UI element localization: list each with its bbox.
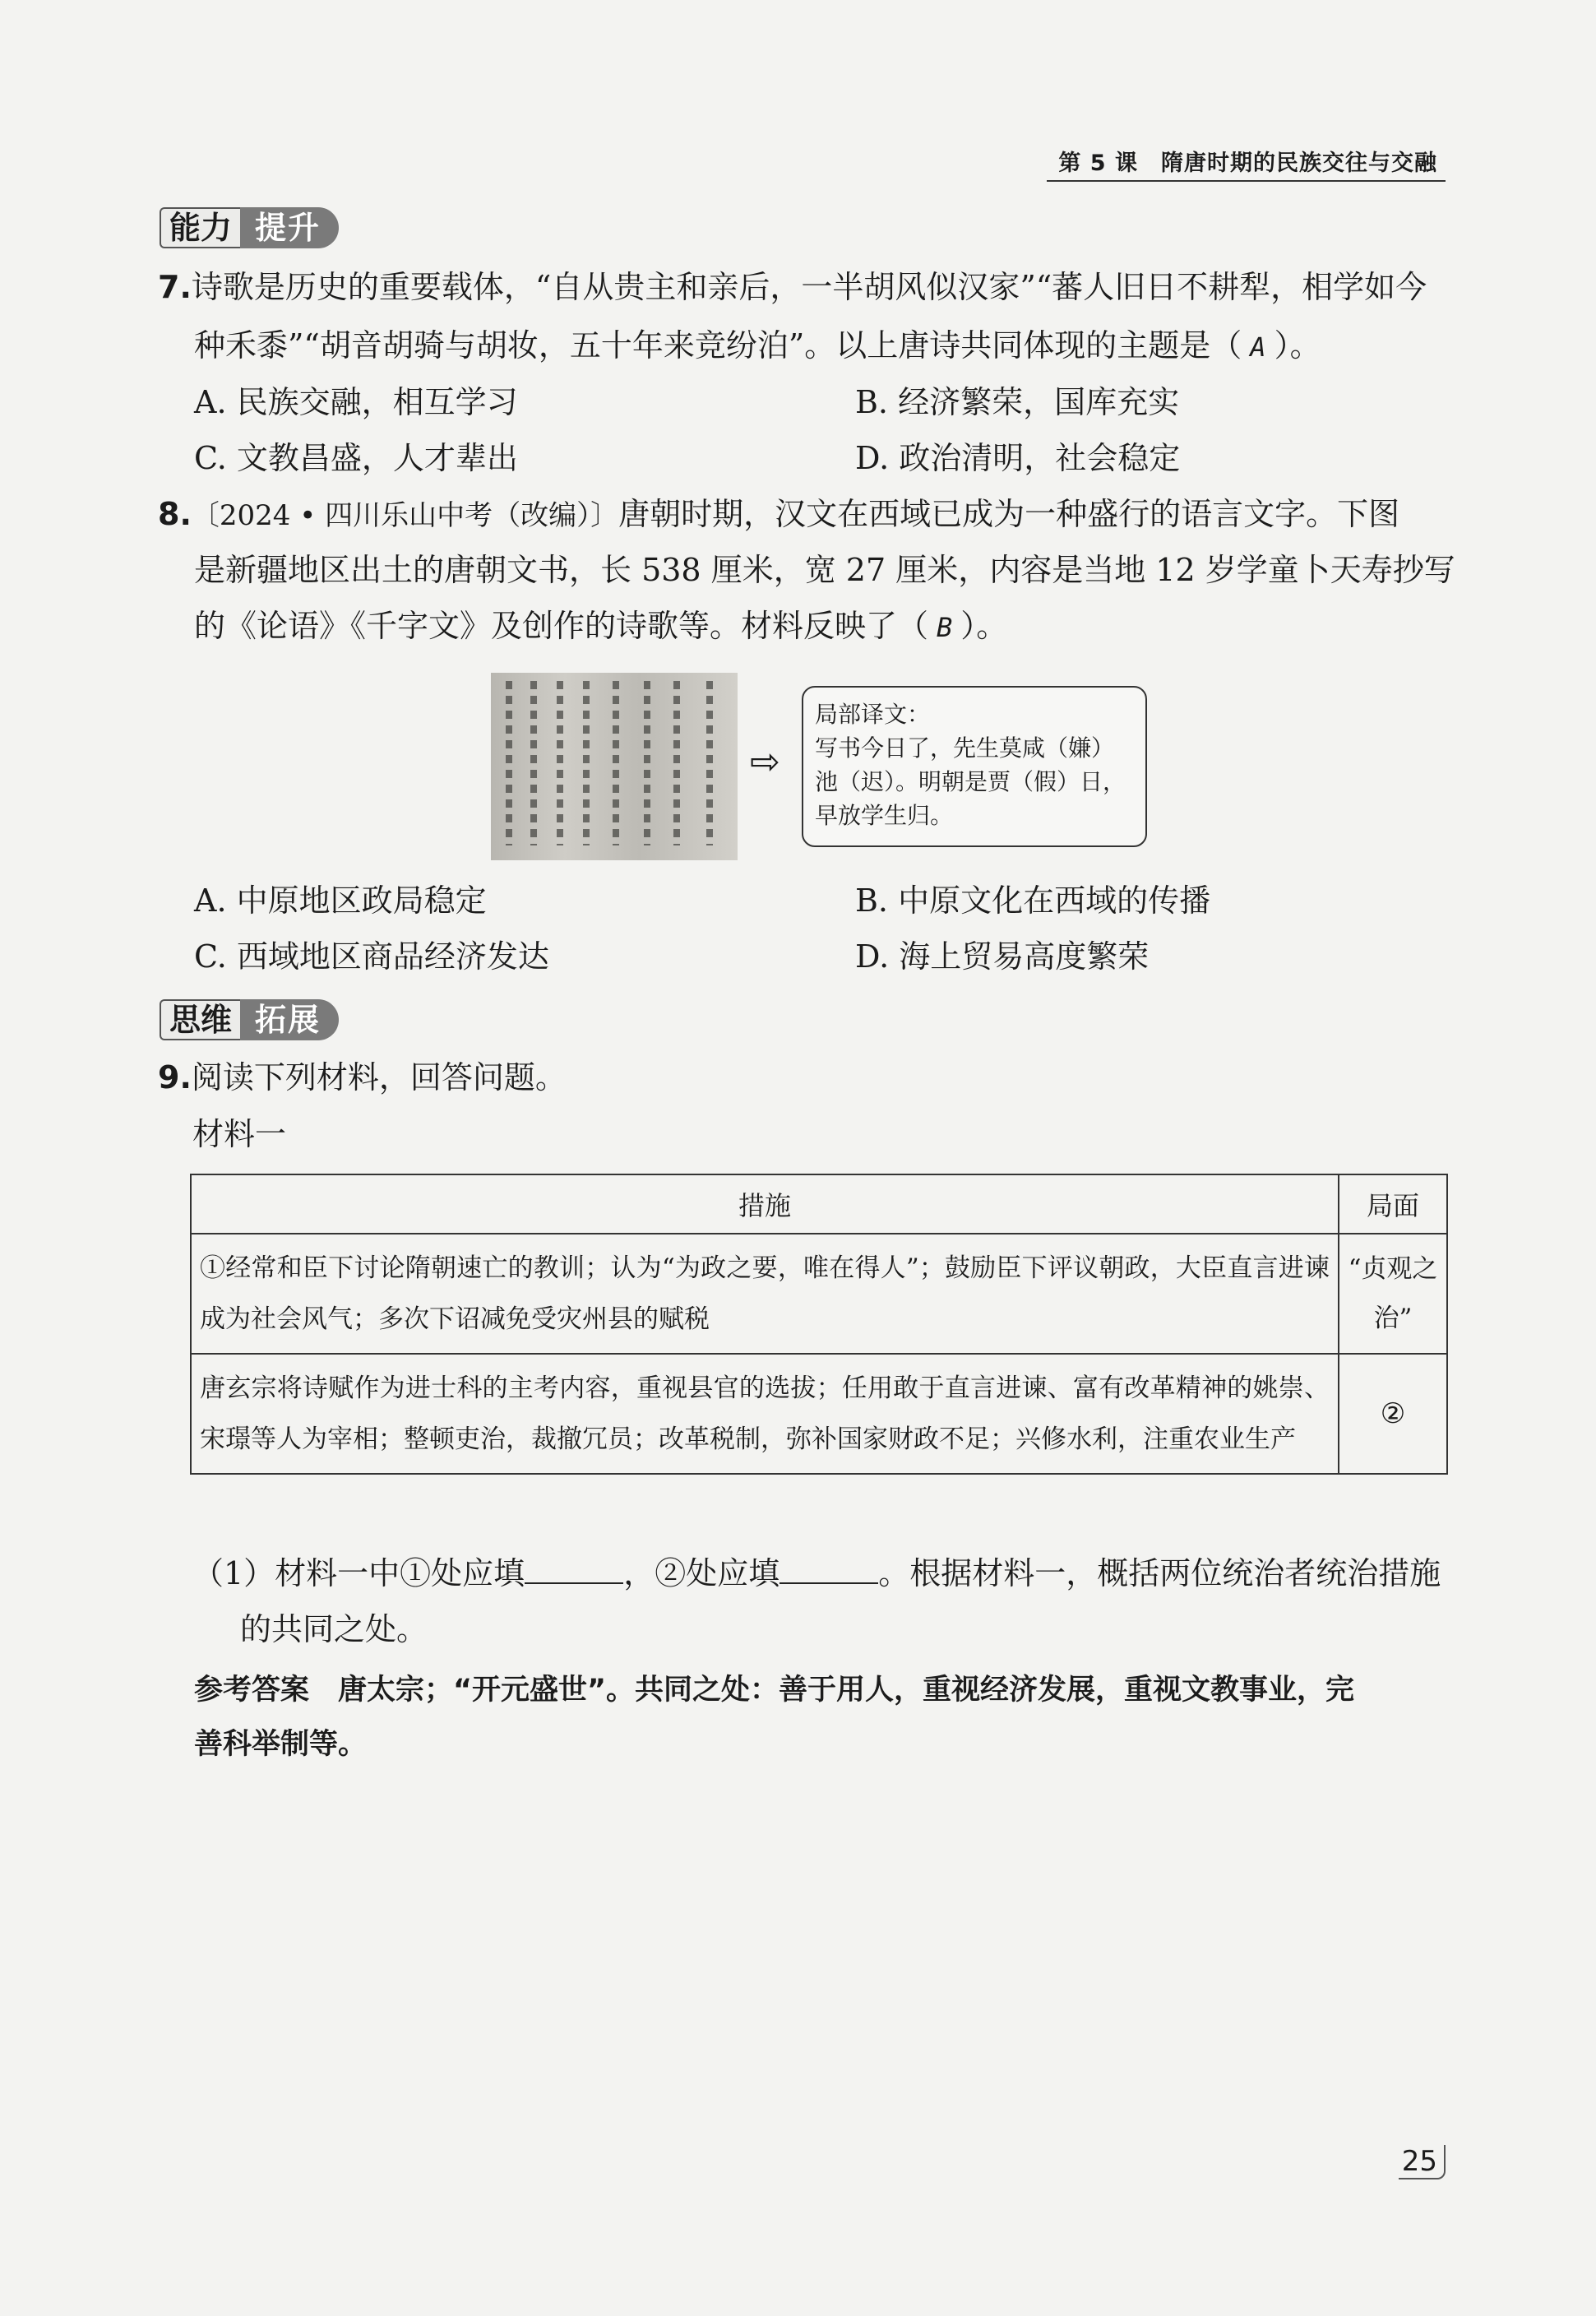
q8-line-1 — [158, 495, 1399, 535]
q7-option-a: A. 民族交融，相互学习 — [194, 384, 518, 420]
q8-option-d: D. 海上贸易高度繁荣 — [855, 938, 1150, 975]
section-badge-thinking — [160, 999, 339, 1040]
reference-answer-line-1 — [194, 1663, 1452, 1717]
callout-line-1: 局部译文： — [815, 701, 931, 728]
header-situation: 局面 — [1339, 1174, 1447, 1234]
translation-callout — [802, 686, 1147, 847]
q7-line-1 — [158, 268, 1427, 306]
q7-answer: A — [1250, 331, 1266, 363]
reference-answer — [194, 1663, 1452, 1772]
q9-sub1-line-2: 的共同之处。 — [240, 1611, 428, 1647]
reference-answer-label: 参考答案 — [194, 1674, 310, 1707]
callout-line-2: 写书今日了，先生莫咸（嫌） — [815, 734, 1115, 762]
q7-option-c: C. 文教昌盛，人才辈出 — [194, 440, 518, 476]
q8-text-3b: ）。 — [960, 608, 1008, 644]
q9-sub1-text-b: ，②处应填 — [623, 1555, 780, 1591]
page-number: 25 — [1399, 2145, 1446, 2179]
material-table — [190, 1174, 1448, 1475]
q7-text-2a: 种禾黍”“胡音胡骑与胡妆，五十年来竞纷泊”。以上唐诗共同体现的主题是（ — [194, 327, 1242, 364]
q7-option-d: D. 政治清明，社会稳定 — [855, 440, 1181, 476]
q8-option-c: C. 西域地区商品经济发达 — [194, 938, 549, 975]
callout-line-4: 早放学生归。 — [815, 802, 954, 829]
q9-sub1-text-a: （1）材料一中①处应填 — [192, 1555, 525, 1591]
answer-blank-1[interactable] — [525, 1554, 623, 1584]
reference-answer-text-2: 善科举制等。 — [194, 1728, 368, 1761]
tang-document-photo — [491, 673, 738, 860]
lesson-header: 第 5 课 隋唐时期的民族交往与交融 — [1047, 145, 1446, 182]
q8-option-a: A. 中原地区政局稳定 — [194, 882, 487, 919]
table-header-row — [191, 1174, 1447, 1234]
q9-stem: 阅读下列材料，回答问题。 — [191, 1059, 567, 1095]
section-badge-ability — [160, 207, 339, 248]
table-row — [191, 1354, 1447, 1474]
q8-source: 〔2024 • 四川乐山中考（改编）〕 — [191, 499, 619, 532]
q7-text-2b: ）。 — [1274, 327, 1321, 364]
badge-left-text: 思维 — [160, 999, 240, 1040]
header-measures: 措施 — [191, 1174, 1339, 1234]
badge-right-text: 提升 — [240, 207, 339, 248]
answer-blank-2[interactable] — [779, 1554, 878, 1584]
result-cell: ② — [1339, 1354, 1447, 1474]
arrow-icon: ⇨ — [750, 741, 780, 783]
reference-answer-text-1: 唐太宗；“开元盛世”。共同之处：善于用人，重视经济发展，重视文教事业，完 — [338, 1674, 1355, 1707]
q8-answer: B — [937, 612, 953, 643]
callout-line-3: 池（迟）。明朝是贾（假）日， — [815, 768, 1126, 795]
q8-number: 8. — [158, 496, 192, 532]
q9-number: 9. — [158, 1059, 192, 1095]
result-cell: “贞观之治” — [1339, 1234, 1447, 1354]
table-row — [191, 1234, 1447, 1354]
q9-sub1-text-c: 。根据材料一，概括两位统治者统治措施 — [878, 1555, 1441, 1591]
q8-line-3 — [194, 607, 1007, 646]
q9-sub1-line-1 — [192, 1554, 1441, 1592]
q8-text-1: 唐朝时期，汉文在西域已成为一种盛行的语言文字。下图 — [618, 496, 1400, 532]
material-title: 材料一 — [192, 1116, 287, 1152]
q9-line — [158, 1058, 567, 1096]
badge-left-text: 能力 — [160, 207, 240, 248]
q7-option-b: B. 经济繁荣，国库充实 — [855, 384, 1180, 420]
q7-number: 7. — [158, 269, 192, 305]
measure-cell: ①经常和臣下讨论隋朝速亡的教训；认为“为政之要，唯在得人”；鼓励臣下评议朝政，大臣直言进谏成为社会风气；多次下诏减免受灾州县的赋税 — [191, 1234, 1339, 1354]
q8-line-2: 是新疆地区出土的唐朝文书，长 538 厘米，宽 27 厘米，内容是当地 12 岁学童卜天寿抄写 — [194, 552, 1455, 588]
q8-option-b: B. 中原文化在西域的传播 — [855, 882, 1211, 919]
q8-text-3a: 的《论语》《千字文》及创作的诗歌等。材料反映了（ — [194, 608, 929, 644]
q7-text-1: 诗歌是历史的重要载体，“自从贵主和亲后，一半胡风似汉家”“蕃人旧日不耕犁，相学如今 — [191, 269, 1427, 305]
q7-line-2 — [194, 327, 1321, 366]
badge-right-text: 拓展 — [240, 999, 339, 1040]
measure-cell: 唐玄宗将诗赋作为进士科的主考内容，重视县官的选拔；任用敢于直言进谏、富有改革精神的姚崇、宋璟等人为宰相；整顿吏治，裁撤冗员；改革税制，弥补国家财政不足；兴修水利，注重农业生产 — [191, 1354, 1339, 1474]
